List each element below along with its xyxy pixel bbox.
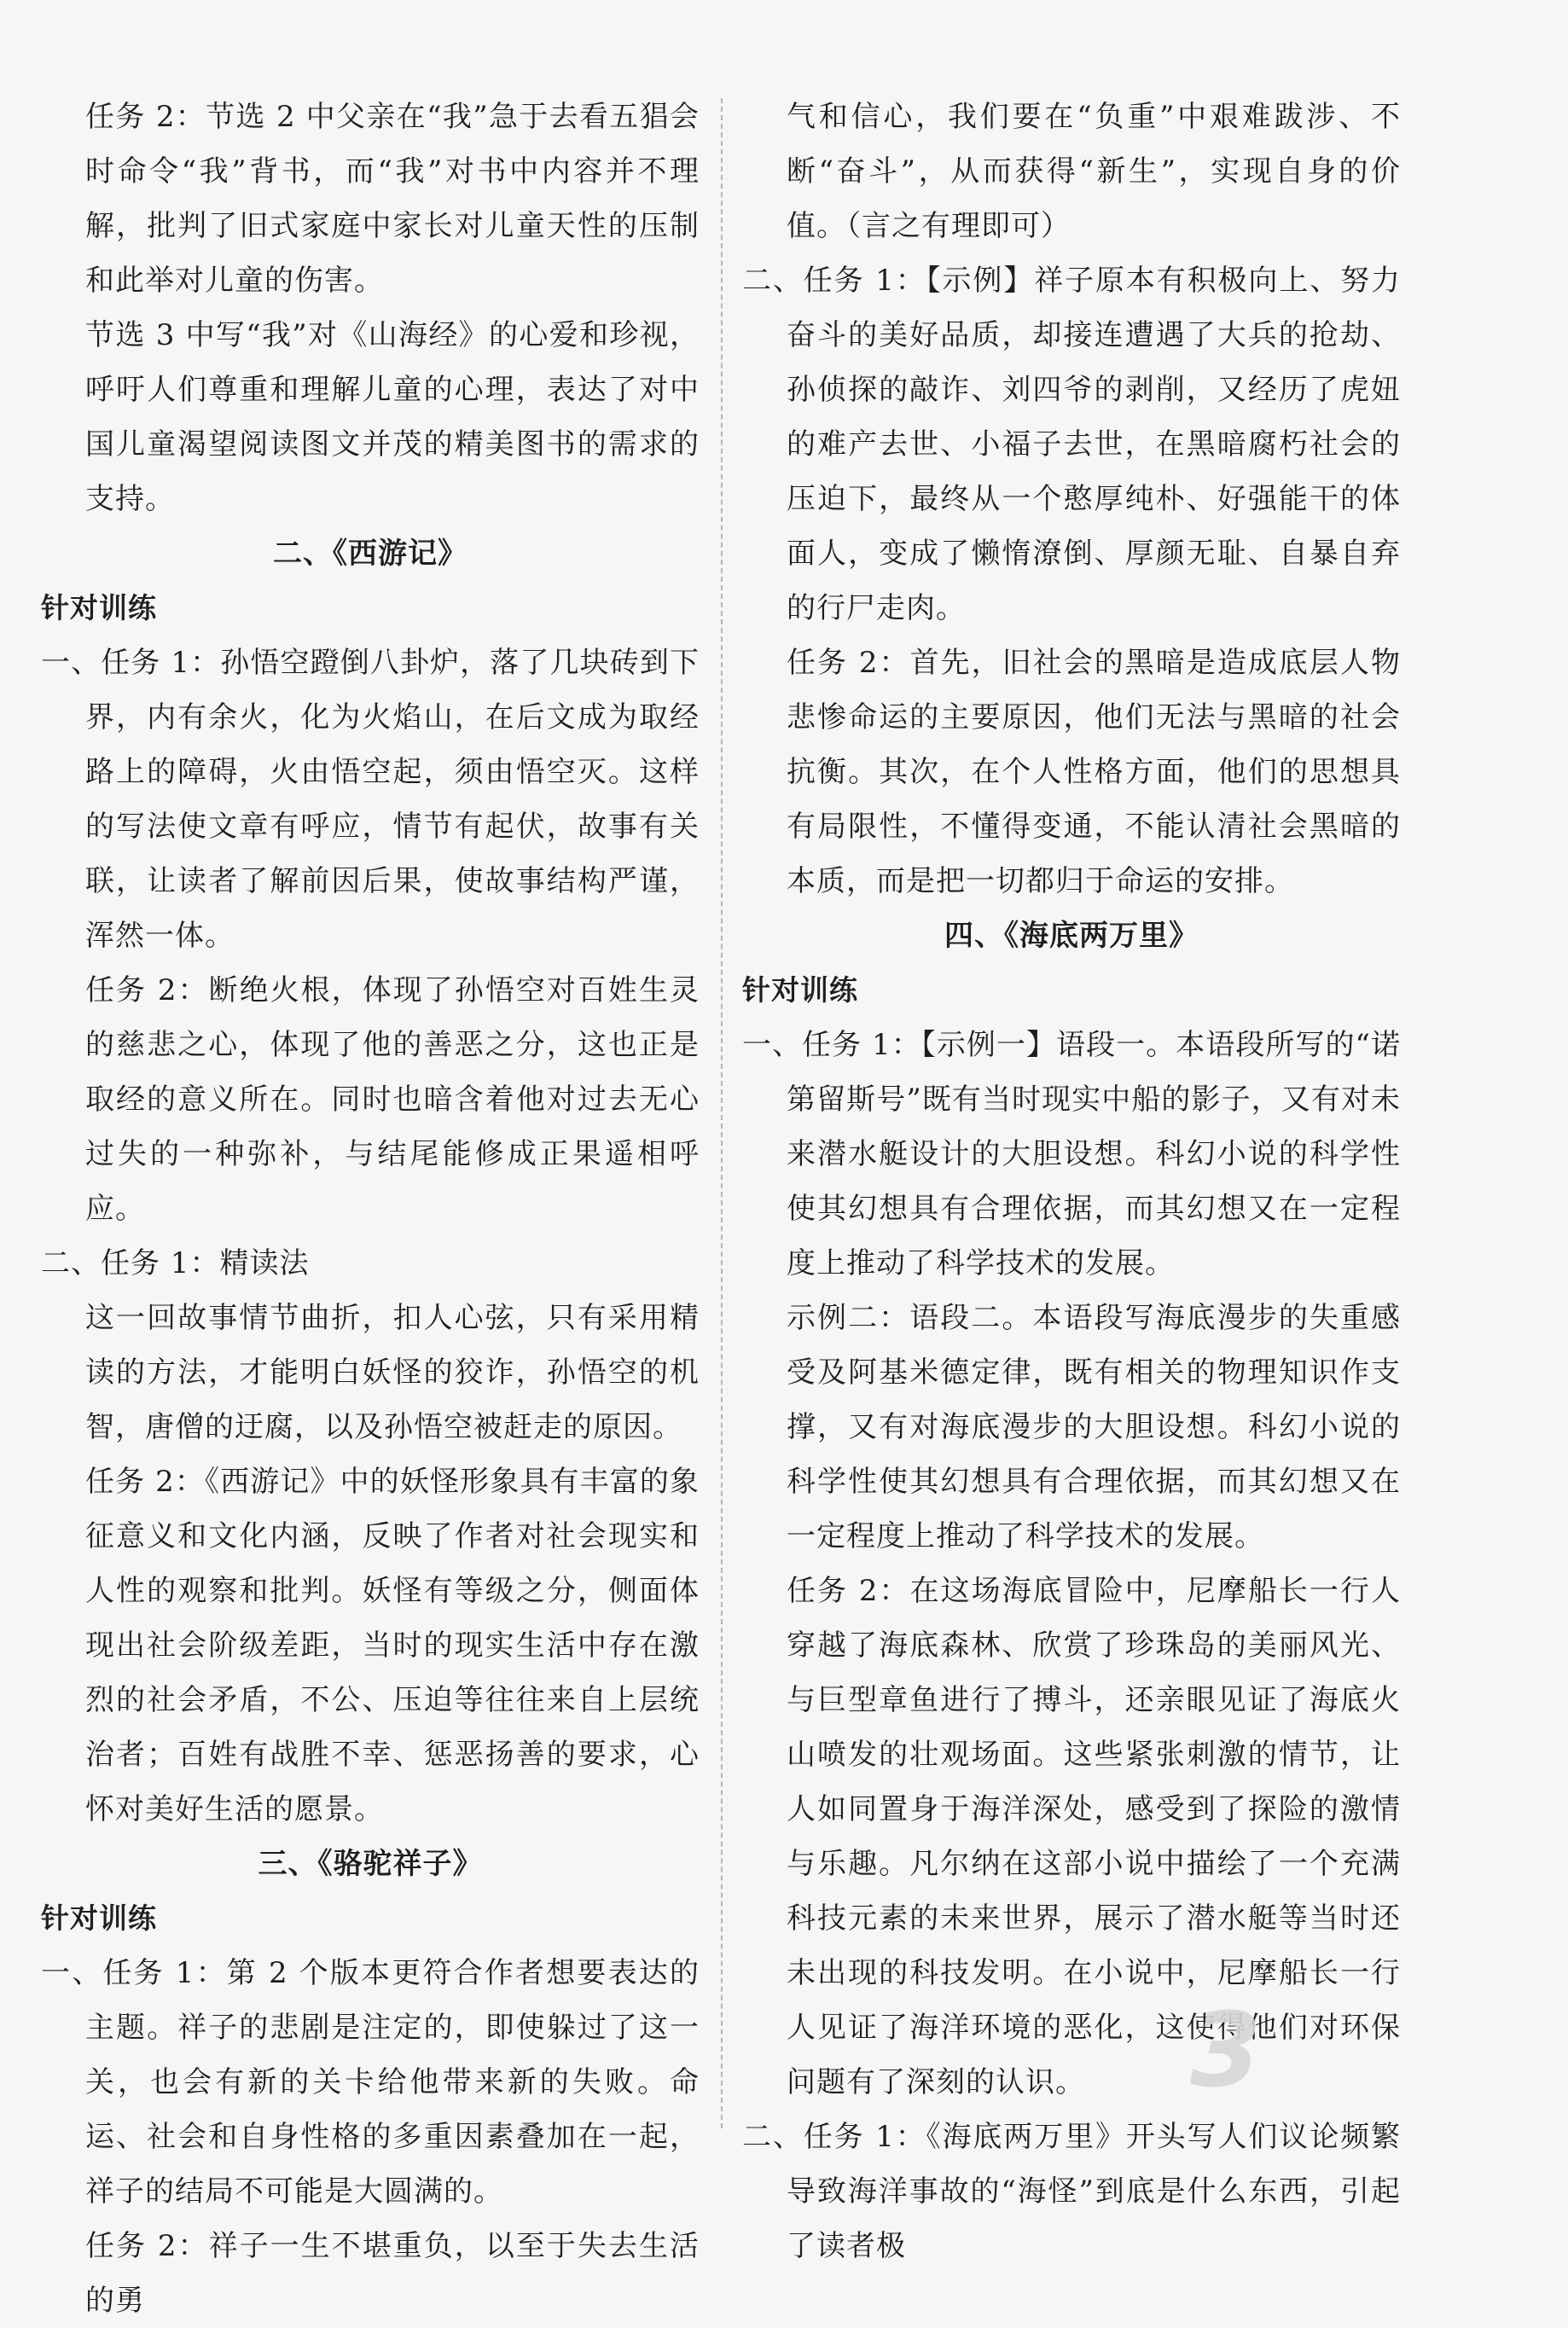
paragraph: 一、任务 1：第 2 个版本更符合作者想要表达的主题。祥子的悲剧是注定的，即使躲过了这一关，也会有新的关卡给他带来新的失败。命运、社会和自身性格的多重因素叠加在一起，祥子的结局不可能是大圆满的。: [41, 1956, 700, 2209]
section-heading: 三、《骆驼祥子》: [258, 1847, 483, 1881]
paragraph: 一、任务 1：【示例一】语段一。本语段所写的“诺第留斯号”既有当时现实中船的影子，又有对未来潜水艇设计的大胆设想。科幻小说的科学性使其幻想具有合理依据，而其幻想又在一定程度上推动了科学技术的发展。: [742, 1028, 1401, 1280]
left-column: [41, 90, 700, 2328]
subsection-label: 针对训练: [41, 1901, 157, 1935]
paragraph: 任务 2：在这场海底冒险中，尼摩船长一行人穿越了海底森林、欣赏了珍珠岛的美丽风光、与巨型章鱼进行了搏斗，还亲眼见证了海底火山喷发的壮观场面。这些紧张刺激的情节，让人如同置身于海洋深处，感受到了探险的激情与乐趣。凡尔纳在这部小说中描绘了一个充满科技元素的未来世界，展示了潜水艇等当时还未出现的科技发明。在小说中，尼摩船长一行人见证了海洋环境的恶化，这使得他们对环保问题有了深刻的认识。: [787, 1574, 1401, 2099]
paragraph: 二、任务 1：精读法: [41, 1246, 310, 1280]
paragraph: 二、任务 1：《海底两万里》开头写人们议论频繁导致海洋事故的“海怪”到底是什么东西，引起了读者极: [742, 2120, 1401, 2263]
paragraph: 节选 3 中写“我”对《山海经》的心爱和珍视，呼吁人们尊重和理解儿童的心理，表达了对中国儿童渴望阅读图文并茂的精美图书的需求的支持。: [85, 318, 700, 516]
paragraph: 气和信心，我们要在“负重”中艰难跋涉、不断“奋斗”，从而获得“新生”，实现自身的价值。（言之有理即可）: [787, 100, 1401, 243]
page-number: 3: [1190, 1992, 1262, 2110]
paragraph: 这一回故事情节曲折，扣人心弦，只有采用精读的方法，才能明白妖怪的狡诈，孙悟空的机智，唐僧的迂腐，以及孙悟空被赶走的原因。: [85, 1301, 700, 1444]
paragraph: 二、任务 1：【示例】祥子原本有积极向上、努力奋斗的美好品质，却接连遭遇了大兵的抢劫、孙侦探的敲诈、刘四爷的剥削，又经历了虎妞的难产去世、小福子去世，在黑暗腐朽社会的压迫下，最终从一个憨厚纯朴、好强能干的体面人，变成了懒惰潦倒、厚颜无耻、自暴自弃的行尸走肉。: [742, 264, 1401, 625]
column-divider: [721, 98, 723, 2128]
subsection-label: 针对训练: [41, 591, 157, 624]
section-heading: 四、《海底两万里》: [944, 919, 1199, 953]
paragraph: 一、任务 1：孙悟空蹬倒八卦炉，落了几块砖到下界，内有余火，化为火焰山，在后文成为取经路上的障碍，火由悟空起，须由悟空灭。这样的写法使文章有呼应，情节有起伏，故事有关联，让读者了解前因后果，使故事结构严谨，浑然一体。: [41, 646, 700, 953]
paragraph: 任务 2：祥子一生不堪重负，以至于失去生活的勇: [85, 2229, 700, 2318]
paragraph: 任务 2：首先，旧社会的黑暗是造成底层人物悲惨命运的主要原因，他们无法与黑暗的社会抗衡。其次，在个人性格方面，他们的思想具有局限性，不懂得变通，不能认清社会黑暗的本质，而是把一切都归于命运的安排。: [787, 646, 1401, 898]
paragraph: 任务 2：断绝火根，体现了孙悟空对百姓生灵的慈悲之心，体现了他的善恶之分，这也正是取经的意义所在。同时也暗含着他对过去无心过失的一种弥补，与结尾能修成正果遥相呼应。: [85, 973, 700, 1226]
section-heading: 二、《西游记》: [273, 537, 467, 571]
paragraph: 任务 2：《西游记》中的妖怪形象具有丰富的象征意义和文化内涵，反映了作者对社会现实和人性的观察和批判。妖怪有等级之分，侧面体现出社会阶级差距，当时的现实生活中存在激烈的社会矛盾，不公、压迫等往往来自上层统治者；百姓有战胜不幸、惩恶扬善的要求，心怀对美好生活的愿景。: [85, 1465, 700, 1826]
paragraph: 示例二：语段二。本语段写海底漫步的失重感受及阿基米德定律，既有相关的物理知识作支撑，又有对海底漫步的大胆设想。科幻小说的科学性使其幻想具有合理依据，而其幻想又在一定程度上推动了科学技术的发展。: [787, 1301, 1401, 1553]
right-column: [742, 90, 1401, 2273]
paragraph: 任务 2：节选 2 中父亲在“我”急于去看五猖会时命令“我”背书，而“我”对书中内容并不理解，批判了旧式家庭中家长对儿童天性的压制和此举对儿童的伤害。: [85, 100, 700, 298]
subsection-label: 针对训练: [742, 973, 858, 1007]
